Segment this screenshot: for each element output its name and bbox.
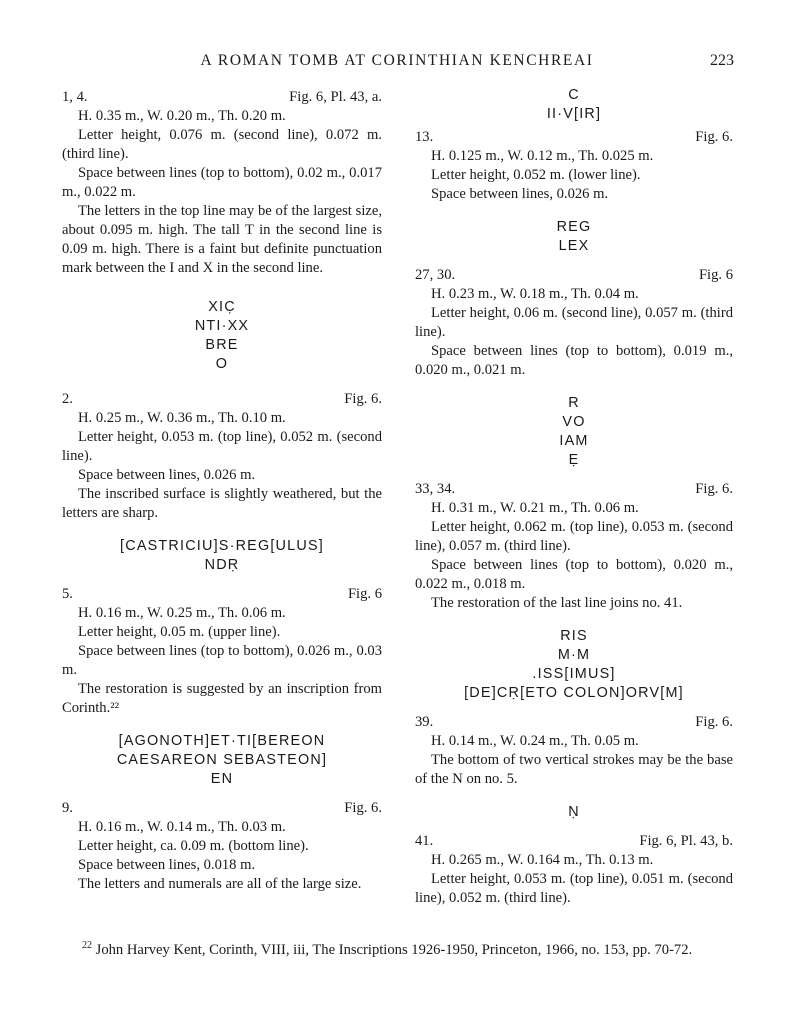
inscription-line: II·V[IR]: [546, 106, 602, 122]
entry-number: 33, 34.: [415, 481, 456, 497]
dimensions: H. 0.25 m., W. 0.36 m., Th. 0.10 m.: [78, 410, 286, 426]
inscription-line: NTI·XX: [194, 318, 250, 334]
footnote-text: John Harvey Kent, Corinth, VIII, iii, The Inscriptions 1926-1950, Princeton, 1966, no. 153, pp. 70-72.: [95, 941, 693, 958]
figure-reference: Fig. 6.: [695, 714, 733, 730]
inscription-line: [AGONOTH]ET·TI[BEREON: [118, 733, 326, 749]
entry-description: [62, 604, 382, 718]
footnote: [62, 936, 734, 960]
running-header: [60, 50, 734, 74]
inscription-line: CAESAREON SEBASTEON]: [116, 752, 328, 768]
commentary: The letters in the top line may be of the largest size, about 0.095 m. high. The tall T in the second line is 0.09 m. high. There is a faint but definite punctuation mark between the I and X in the second line.: [62, 203, 382, 276]
inscription-line: M·M: [557, 647, 591, 663]
inscription-line: Ṇ: [568, 804, 580, 820]
line-spacing: Space between lines (top to bottom), 0.026 m., 0.03 m.: [62, 643, 382, 678]
figure-reference: Fig. 6.: [344, 391, 382, 407]
inscription-text: [62, 732, 382, 789]
inscription-line: REG: [556, 219, 592, 235]
inscription-text: [415, 86, 733, 124]
entry-heading: [415, 266, 733, 285]
entry-number: 9.: [62, 800, 73, 816]
line-spacing: Space between lines, 0.018 m.: [78, 857, 256, 873]
entry-heading: [415, 128, 733, 147]
inscription-line: NDṚ: [204, 557, 240, 573]
letter-height: Letter height, 0.052 m. (lower line).: [431, 167, 641, 183]
footnote-marker: 22: [82, 940, 92, 951]
line-spacing: Space between lines, 0.026 m.: [78, 467, 256, 483]
letter-height: Letter height, 0.053 m. (top line), 0.051 m. (second line), 0.052 m. (third line).: [415, 871, 733, 906]
letter-height: Letter height, 0.05 m. (upper line).: [78, 624, 281, 640]
entry-description: [415, 851, 733, 908]
entry-description: [62, 818, 382, 894]
line-spacing: Space between lines (top to bottom), 0.020 m., 0.022 m., 0.018 m.: [415, 557, 733, 592]
inscription-text: [62, 298, 382, 374]
entry-number: 2.: [62, 391, 73, 407]
inscription-line: VO: [562, 414, 586, 430]
commentary: The restoration is suggested by an inscription from Corinth.²²: [62, 681, 382, 716]
inscription-text: [415, 627, 733, 703]
entry-heading: [62, 799, 382, 818]
inscription-line: XIC̣: [208, 299, 236, 315]
dimensions: H. 0.14 m., W. 0.24 m., Th. 0.05 m.: [431, 733, 639, 749]
left-column: [62, 88, 382, 894]
entry-heading: [415, 832, 733, 851]
figure-reference: Fig. 6.: [695, 129, 733, 145]
inscription-line: Ẹ: [568, 452, 580, 468]
commentary: The restoration of the last line joins no. 41.: [431, 595, 683, 611]
dimensions: H. 0.23 m., W. 0.18 m., Th. 0.04 m.: [431, 286, 639, 302]
inscription-line: [CASTRICIU]S·REG[ULUS]: [120, 538, 324, 554]
letter-height: Letter height, 0.062 m. (top line), 0.053 m. (second line), 0.057 m. (third line).: [415, 519, 733, 554]
inscription-line: C: [568, 87, 580, 103]
inscription-line: [DE]CṚ[ETO COLON]ORV[M]: [464, 685, 684, 701]
figure-reference: Fig. 6.: [695, 481, 733, 497]
entry-description: [415, 732, 733, 789]
entry-number: 27, 30.: [415, 267, 456, 283]
page-number: 223: [710, 52, 734, 69]
inscription-line: BRE: [205, 337, 239, 353]
dimensions: H. 0.16 m., W. 0.14 m., Th. 0.03 m.: [78, 819, 286, 835]
running-title: A ROMAN TOMB AT CORINTHIAN KENCHREAI: [200, 52, 594, 69]
entry-description: [415, 285, 733, 380]
dimensions: H. 0.125 m., W. 0.12 m., Th. 0.025 m.: [431, 148, 654, 164]
entry-number: 5.: [62, 586, 73, 602]
inscription-line: RIS: [560, 628, 588, 644]
inscription-line: EN: [210, 771, 234, 787]
inscription-line: R: [568, 395, 580, 411]
dimensions: H. 0.31 m., W. 0.21 m., Th. 0.06 m.: [431, 500, 639, 516]
inscription-text: [415, 218, 733, 256]
right-column: [415, 86, 733, 908]
entry-description: [415, 147, 733, 204]
entry-heading: [415, 713, 733, 732]
entry-description: [62, 409, 382, 523]
inscription-text: [415, 394, 733, 470]
dimensions: H. 0.265 m., W. 0.164 m., Th. 0.13 m.: [431, 852, 654, 868]
line-spacing: Space between lines, 0.026 m.: [431, 186, 609, 202]
entry-heading: [415, 480, 733, 499]
letter-height: Letter height, 0.053 m. (top line), 0.052 m. (second line).: [62, 429, 382, 464]
entry-heading: [62, 88, 382, 107]
inscription-line: LEX: [558, 238, 590, 254]
entry-number: 39.: [415, 714, 434, 730]
inscription-text: [415, 803, 733, 822]
figure-reference: Fig. 6: [698, 267, 733, 283]
entry-number: 41.: [415, 833, 434, 849]
figure-reference: Fig. 6: [347, 586, 382, 602]
dimensions: H. 0.35 m., W. 0.20 m., Th. 0.20 m.: [78, 108, 286, 124]
entry-description: [415, 499, 733, 613]
figure-reference: Fig. 6.: [344, 800, 382, 816]
inscription-line: O: [215, 356, 229, 372]
line-spacing: Space between lines (top to bottom), 0.02 m., 0.017 m., 0.022 m.: [62, 165, 382, 200]
inscription-line: .ISS[IMUS]: [532, 666, 616, 682]
commentary: The inscribed surface is slightly weathered, but the letters are sharp.: [62, 486, 382, 521]
entry-description: [62, 107, 382, 278]
figure-reference: Fig. 6, Pl. 43, a.: [289, 89, 382, 105]
entry-number: 13.: [415, 129, 434, 145]
line-spacing: Space between lines (top to bottom), 0.019 m., 0.020 m., 0.021 m.: [415, 343, 733, 378]
letter-height: Letter height, 0.06 m. (second line), 0.057 m. (third line).: [415, 305, 733, 340]
letter-height: Letter height, ca. 0.09 m. (bottom line).: [78, 838, 309, 854]
entry-heading: [62, 390, 382, 409]
entry-heading: [62, 585, 382, 604]
entry-number: 1, 4.: [62, 89, 88, 105]
inscription-text: [62, 537, 382, 575]
commentary: The letters and numerals are all of the large size.: [78, 876, 362, 892]
figure-reference: Fig. 6, Pl. 43, b.: [639, 833, 733, 849]
letter-height: Letter height, 0.076 m. (second line), 0.072 m. (third line).: [62, 127, 382, 162]
commentary: The bottom of two vertical strokes may be the base of the N on no. 5.: [415, 752, 733, 787]
inscription-line: IAM: [559, 433, 589, 449]
dimensions: H. 0.16 m., W. 0.25 m., Th. 0.06 m.: [78, 605, 286, 621]
